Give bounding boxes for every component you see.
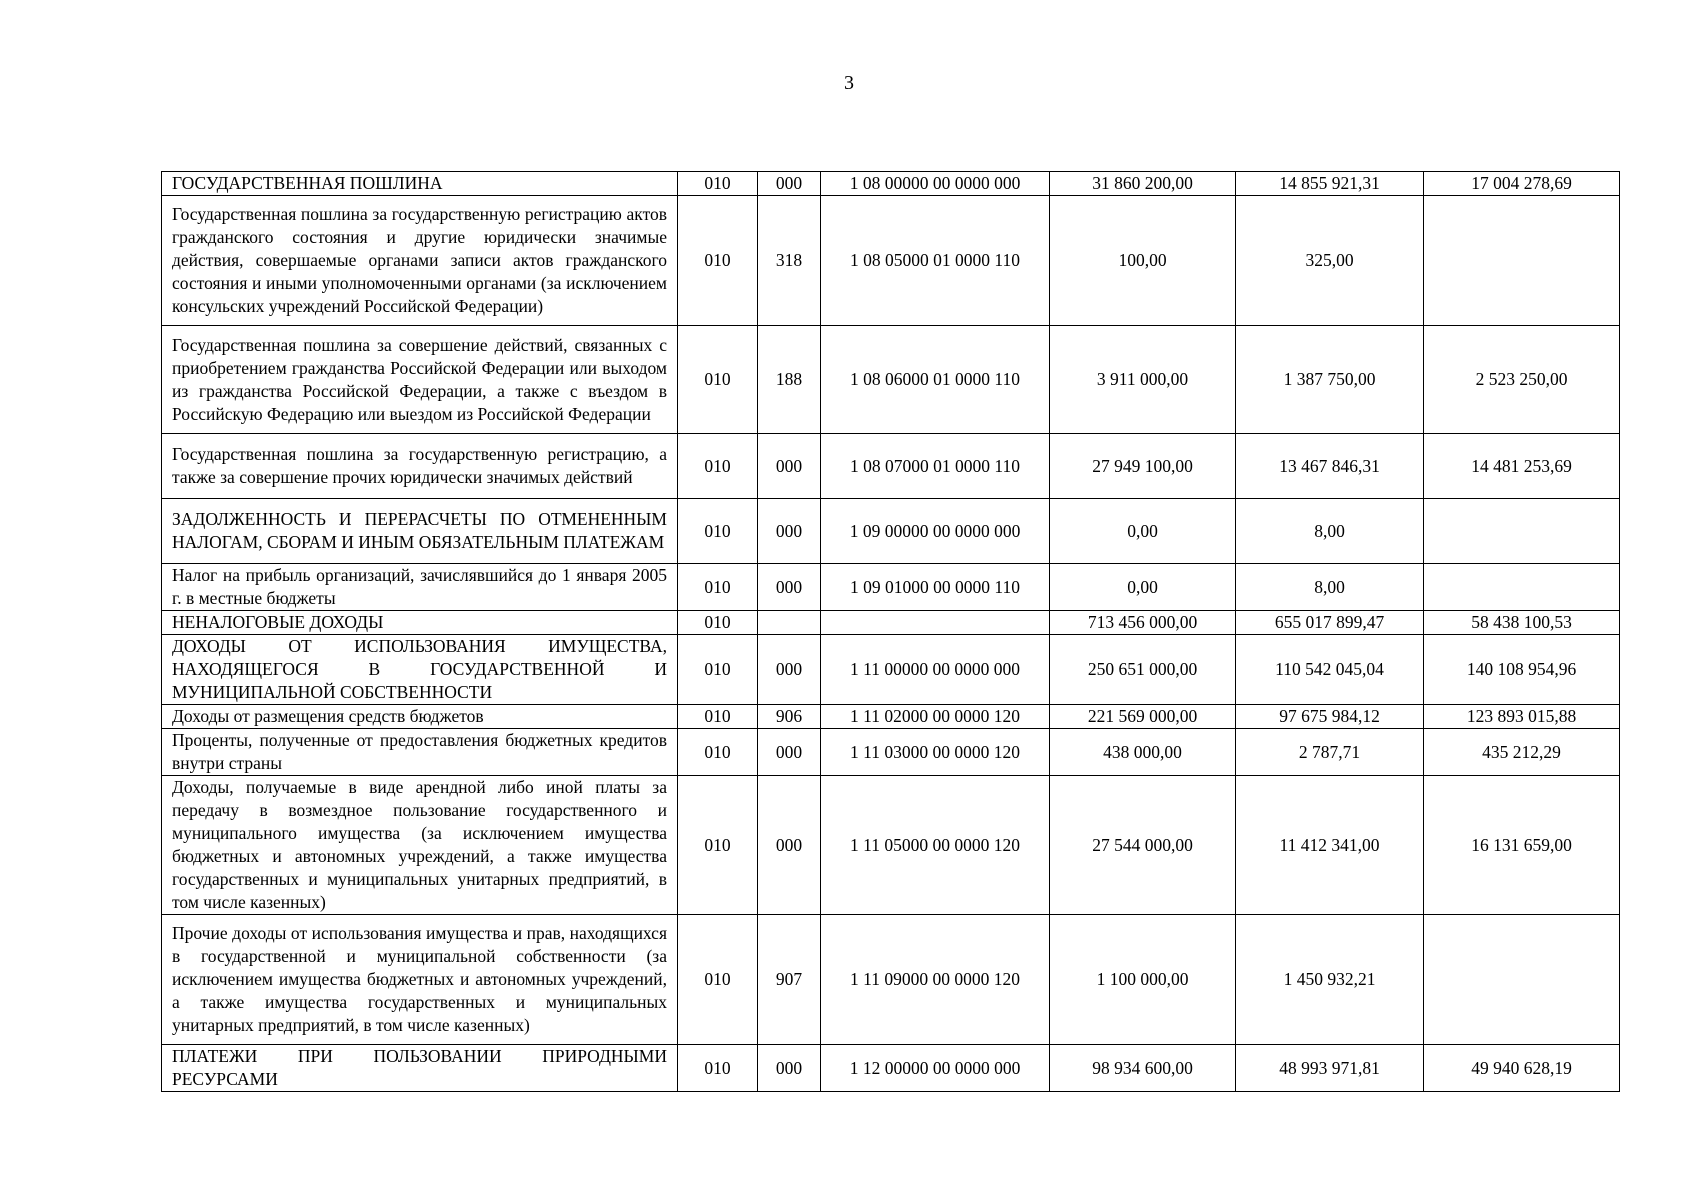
actual-amount-cell: 13 467 846,31 [1236, 434, 1424, 499]
budget-classification-code-cell: 1 11 05000 00 0000 120 [821, 776, 1050, 915]
admin-code-cell: 010 [678, 434, 758, 499]
actual-amount-cell: 8,00 [1236, 564, 1424, 611]
actual-amount-cell: 14 855 921,31 [1236, 172, 1424, 196]
remaining-amount-cell [1424, 499, 1620, 564]
table-row [162, 635, 1620, 705]
revenue-name-cell: ГОСУДАРСТВЕННАЯ ПОШЛИНА [162, 172, 678, 196]
budget-classification-code-cell: 1 11 02000 00 0000 120 [821, 705, 1050, 729]
admin-code-cell: 010 [678, 499, 758, 564]
budget-classification-code-cell: 1 08 05000 01 0000 110 [821, 196, 1050, 326]
admin-code-cell: 010 [678, 1045, 758, 1092]
actual-amount-cell: 2 787,71 [1236, 729, 1424, 776]
admin-code-cell: 010 [678, 915, 758, 1045]
remaining-amount-cell: 58 438 100,53 [1424, 611, 1620, 635]
actual-amount-cell: 8,00 [1236, 499, 1424, 564]
table-row [162, 611, 1620, 635]
page-number: 3 [844, 72, 854, 94]
admin-code-cell: 010 [678, 564, 758, 611]
revenue-name-cell: Государственная пошлина за государственную регистрацию актов гражданского состояния и другие юридически значимые действия, совершаемые органами записи актов гражданского состояния и иными уполномоченными органами (за исключением консульских учреждений Российской Федерации) [162, 196, 678, 326]
subcode-cell: 906 [758, 705, 821, 729]
remaining-amount-cell: 123 893 015,88 [1424, 705, 1620, 729]
planned-amount-cell: 27 544 000,00 [1050, 776, 1236, 915]
remaining-amount-cell [1424, 915, 1620, 1045]
remaining-amount-cell: 435 212,29 [1424, 729, 1620, 776]
actual-amount-cell: 325,00 [1236, 196, 1424, 326]
remaining-amount-cell [1424, 564, 1620, 611]
actual-amount-cell: 1 387 750,00 [1236, 326, 1424, 434]
budget-revenue-table [161, 171, 1620, 1092]
budget-classification-code-cell: 1 09 00000 00 0000 000 [821, 499, 1050, 564]
remaining-amount-cell: 49 940 628,19 [1424, 1045, 1620, 1092]
subcode-cell: 907 [758, 915, 821, 1045]
revenue-name-cell: Налог на прибыль организаций, зачислявшийся до 1 января 2005 г. в местные бюджеты [162, 564, 678, 611]
subcode-cell: 318 [758, 196, 821, 326]
subcode-cell [758, 611, 821, 635]
admin-code-cell: 010 [678, 172, 758, 196]
planned-amount-cell: 713 456 000,00 [1050, 611, 1236, 635]
subcode-cell: 188 [758, 326, 821, 434]
table-row [162, 915, 1620, 1045]
table-row [162, 705, 1620, 729]
budget-classification-code-cell: 1 09 01000 00 0000 110 [821, 564, 1050, 611]
actual-amount-cell: 97 675 984,12 [1236, 705, 1424, 729]
table-row [162, 499, 1620, 564]
revenue-name-cell: ДОХОДЫ ОТ ИСПОЛЬЗОВАНИЯ ИМУЩЕСТВА, НАХОДЯЩЕГОСЯ В ГОСУДАРСТВЕННОЙ И МУНИЦИПАЛЬНОЙ СОБСТВЕННОСТИ [162, 635, 678, 705]
table-row [162, 326, 1620, 434]
subcode-cell: 000 [758, 635, 821, 705]
budget-classification-code-cell: 1 11 03000 00 0000 120 [821, 729, 1050, 776]
actual-amount-cell: 11 412 341,00 [1236, 776, 1424, 915]
subcode-cell: 000 [758, 172, 821, 196]
admin-code-cell: 010 [678, 635, 758, 705]
remaining-amount-cell: 140 108 954,96 [1424, 635, 1620, 705]
remaining-amount-cell: 14 481 253,69 [1424, 434, 1620, 499]
admin-code-cell: 010 [678, 776, 758, 915]
admin-code-cell: 010 [678, 326, 758, 434]
budget-classification-code-cell: 1 11 09000 00 0000 120 [821, 915, 1050, 1045]
revenue-name-cell: Доходы от размещения средств бюджетов [162, 705, 678, 729]
table-row [162, 1045, 1620, 1092]
actual-amount-cell: 110 542 045,04 [1236, 635, 1424, 705]
revenue-name-cell: Проценты, полученные от предоставления бюджетных кредитов внутри страны [162, 729, 678, 776]
planned-amount-cell: 100,00 [1050, 196, 1236, 326]
remaining-amount-cell: 17 004 278,69 [1424, 172, 1620, 196]
budget-classification-code-cell [821, 611, 1050, 635]
revenue-name-cell: ПЛАТЕЖИ ПРИ ПОЛЬЗОВАНИИ ПРИРОДНЫМИ РЕСУРСАМИ [162, 1045, 678, 1092]
planned-amount-cell: 98 934 600,00 [1050, 1045, 1236, 1092]
table-row [162, 434, 1620, 499]
subcode-cell: 000 [758, 499, 821, 564]
table-row [162, 172, 1620, 196]
admin-code-cell: 010 [678, 729, 758, 776]
budget-classification-code-cell: 1 08 00000 00 0000 000 [821, 172, 1050, 196]
remaining-amount-cell: 2 523 250,00 [1424, 326, 1620, 434]
revenue-name-cell: Прочие доходы от использования имущества и прав, находящихся в государственной и муниципальной собственности (за исключением имущества бюджетных и автономных учреждений, а также имущества государственных и муниципальных унитарных предприятий, в том числе казенных) [162, 915, 678, 1045]
actual-amount-cell: 1 450 932,21 [1236, 915, 1424, 1045]
planned-amount-cell: 1 100 000,00 [1050, 915, 1236, 1045]
table-row [162, 196, 1620, 326]
planned-amount-cell: 0,00 [1050, 499, 1236, 564]
revenue-name-cell: ЗАДОЛЖЕННОСТЬ И ПЕРЕРАСЧЕТЫ ПО ОТМЕНЕННЫМ НАЛОГАМ, СБОРАМ И ИНЫМ ОБЯЗАТЕЛЬНЫМ ПЛАТЕЖАМ [162, 499, 678, 564]
budget-classification-code-cell: 1 08 06000 01 0000 110 [821, 326, 1050, 434]
subcode-cell: 000 [758, 1045, 821, 1092]
budget-classification-code-cell: 1 11 00000 00 0000 000 [821, 635, 1050, 705]
planned-amount-cell: 31 860 200,00 [1050, 172, 1236, 196]
remaining-amount-cell [1424, 196, 1620, 326]
table-row [162, 729, 1620, 776]
budget-classification-code-cell: 1 12 00000 00 0000 000 [821, 1045, 1050, 1092]
revenue-name-cell: Доходы, получаемые в виде арендной либо иной платы за передачу в возмездное пользование государственного и муниципального имущества (за исключением имущества бюджетных и автономных учреждений, а также имущества государственных и муниципальных унитарных предприятий, в том числе казенных) [162, 776, 678, 915]
planned-amount-cell: 250 651 000,00 [1050, 635, 1236, 705]
actual-amount-cell: 48 993 971,81 [1236, 1045, 1424, 1092]
remaining-amount-cell: 16 131 659,00 [1424, 776, 1620, 915]
actual-amount-cell: 655 017 899,47 [1236, 611, 1424, 635]
admin-code-cell: 010 [678, 611, 758, 635]
admin-code-cell: 010 [678, 196, 758, 326]
revenue-name-cell: НЕНАЛОГОВЫЕ ДОХОДЫ [162, 611, 678, 635]
planned-amount-cell: 0,00 [1050, 564, 1236, 611]
table-row [162, 564, 1620, 611]
table-body [162, 172, 1620, 1092]
planned-amount-cell: 27 949 100,00 [1050, 434, 1236, 499]
table-row [162, 776, 1620, 915]
planned-amount-cell: 3 911 000,00 [1050, 326, 1236, 434]
subcode-cell: 000 [758, 776, 821, 915]
subcode-cell: 000 [758, 564, 821, 611]
planned-amount-cell: 221 569 000,00 [1050, 705, 1236, 729]
revenue-name-cell: Государственная пошлина за государственную регистрацию, а также за совершение прочих юридически значимых действий [162, 434, 678, 499]
admin-code-cell: 010 [678, 705, 758, 729]
planned-amount-cell: 438 000,00 [1050, 729, 1236, 776]
budget-classification-code-cell: 1 08 07000 01 0000 110 [821, 434, 1050, 499]
subcode-cell: 000 [758, 729, 821, 776]
revenue-name-cell: Государственная пошлина за совершение действий, связанных с приобретением гражданства Российской Федерации или выходом из гражданства Российской Федерации, а также с въездом в Российскую Федерацию или выездом из Российской Федерации [162, 326, 678, 434]
subcode-cell: 000 [758, 434, 821, 499]
